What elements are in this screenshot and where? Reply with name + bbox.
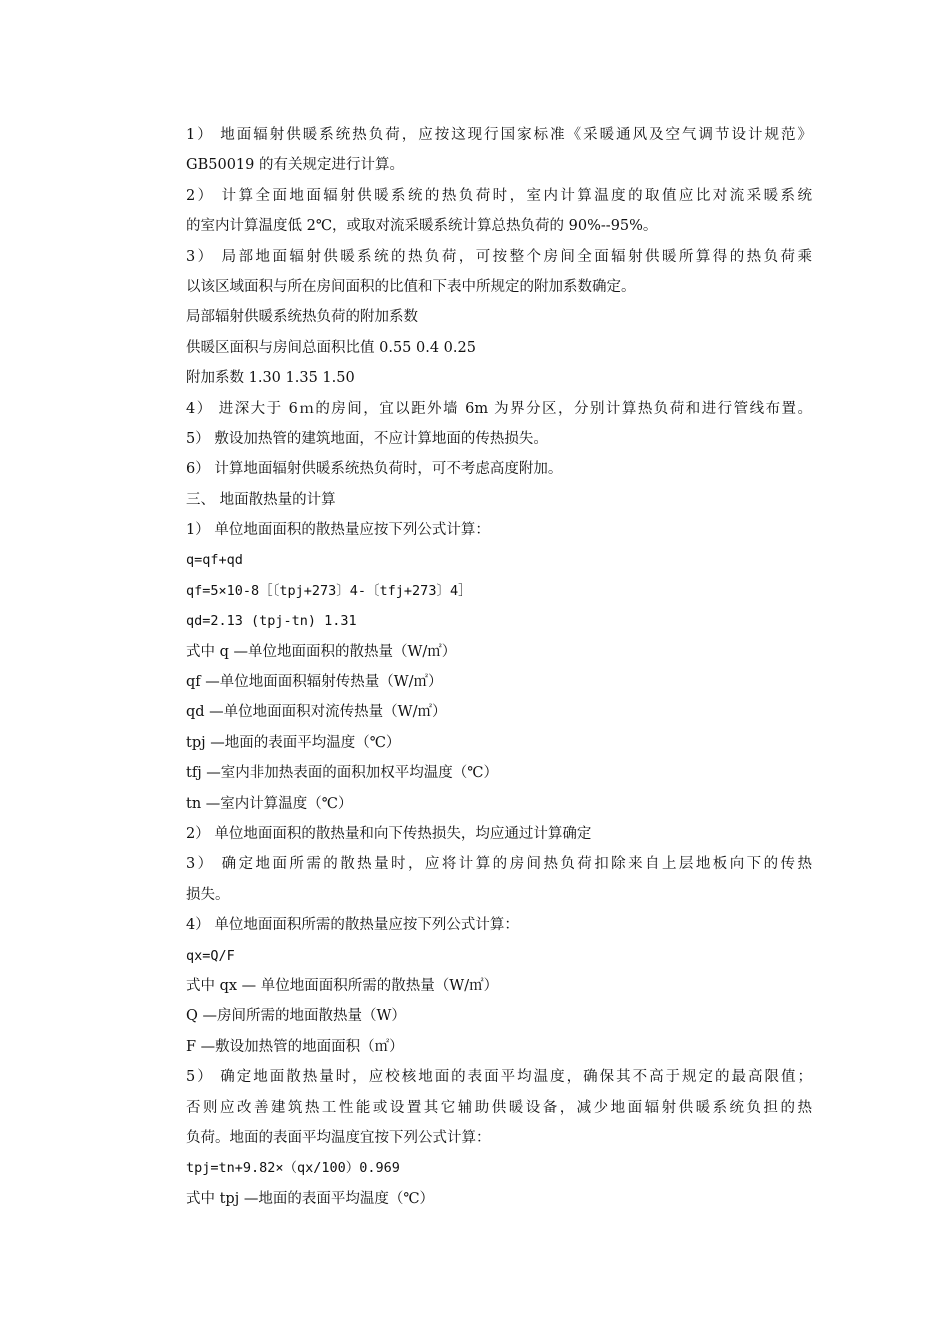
text-line: 1） 地面辐射供暖系统热负荷，应按这现行国家标准《采暖通风及空气调节设计规范》 (186, 127, 812, 143)
definition-line: 式中 qx — 单位地面面积所需的散热量（W/㎡） (186, 977, 499, 994)
definition-line: Q —房间所需的地面散热量（W） (186, 1008, 406, 1025)
text-line: 2） 计算全面地面辐射供暖系统的热负荷时，室内计算温度的取值应比对流采暖系统 (186, 187, 812, 204)
section-heading: 三、 地面散热量的计算 (186, 491, 336, 508)
definition-line: tfj —室内非加热表面的面积加权平均温度（℃） (186, 765, 499, 782)
definition-line: qd —单位地面面积对流传热量（W/㎡） (186, 704, 447, 721)
text-line: 4） 单位地面面积所需的散热量应按下列公式计算： (186, 917, 519, 934)
formula-line: qx=Q/F (186, 947, 235, 964)
definition-line: 式中 tpj —地面的表面平均温度（℃） (186, 1190, 435, 1207)
definition-line: 式中 q —单位地面面积的散热量（W/㎡） (186, 643, 457, 660)
text-line: 2） 单位地面面积的散热量和向下传热损失，均应通过计算确定 (186, 825, 592, 842)
document-body (186, 120, 812, 1214)
text-line: GB50019 的有关规定进行计算。 (186, 157, 404, 174)
definition-line: qf —单位地面面积辐射传热量（W/㎡） (186, 674, 443, 691)
formula-line: qd=2.13 (tpj-tn) 1.31 (186, 613, 357, 630)
table-row-coefficient: 附加系数 1.30 1.35 1.50 (186, 370, 355, 387)
text-line: 以该区域面积与所在房间面积的比值和下表中所规定的附加系数确定。 (186, 278, 636, 295)
text-line: 5） 确定地面散热量时，应校核地面的表面平均温度，确保其不高于规定的最高限值； (186, 1069, 812, 1086)
definition-line: tn —室内计算温度（℃） (186, 795, 353, 812)
table-row-ratio: 供暖区面积与房间总面积比值 0.55 0.4 0.25 (186, 339, 476, 356)
text-line: 1） 单位地面面积的散热量应按下列公式计算： (186, 522, 490, 539)
text-line: 3） 局部地面辐射供暖系统的热负荷，可按整个房间全面辐射供暖所算得的热负荷乘 (186, 248, 812, 265)
definition-line: F —敷设加热管的地面面积（㎡） (186, 1038, 404, 1055)
text-line: 5） 敷设加热管的建筑地面，不应计算地面的传热损失。 (186, 430, 548, 447)
formula-line: tpj=tn+9.82×（qx/100）0.969 (186, 1160, 400, 1177)
text-line: 损失。 (186, 886, 230, 903)
text-line: 的室内计算温度低 2℃，或取对流采暖系统计算总热负荷的 90%--95%。 (186, 218, 658, 235)
formula-line: qf=5×10-8［〔tpj+273〕4-〔tfj+273〕4］ (186, 582, 472, 599)
definition-line: tpj —地面的表面平均温度（℃） (186, 734, 401, 751)
text-line: 否则应改善建筑热工性能或设置其它辅助供暖设备，减少地面辐射供暖系统负担的热 (186, 1099, 812, 1116)
formula-line: q=qf+qd (186, 552, 243, 569)
text-line: 6） 计算地面辐射供暖系统热负荷时，可不考虑高度附加。 (186, 461, 563, 478)
text-line: 4） 进深大于 6ｍ的房间，宜以距外墙 6m 为界分区，分别计算热负荷和进行管线布置。 (186, 400, 812, 417)
text-line: 3） 确定地面所需的散热量时，应将计算的房间热负荷扣除来自上层地板向下的传热 (186, 856, 812, 873)
table-title: 局部辐射供暖系统热负荷的附加系数 (186, 309, 418, 326)
text-line: 负荷。地面的表面平均温度宜按下列公式计算： (186, 1129, 491, 1146)
